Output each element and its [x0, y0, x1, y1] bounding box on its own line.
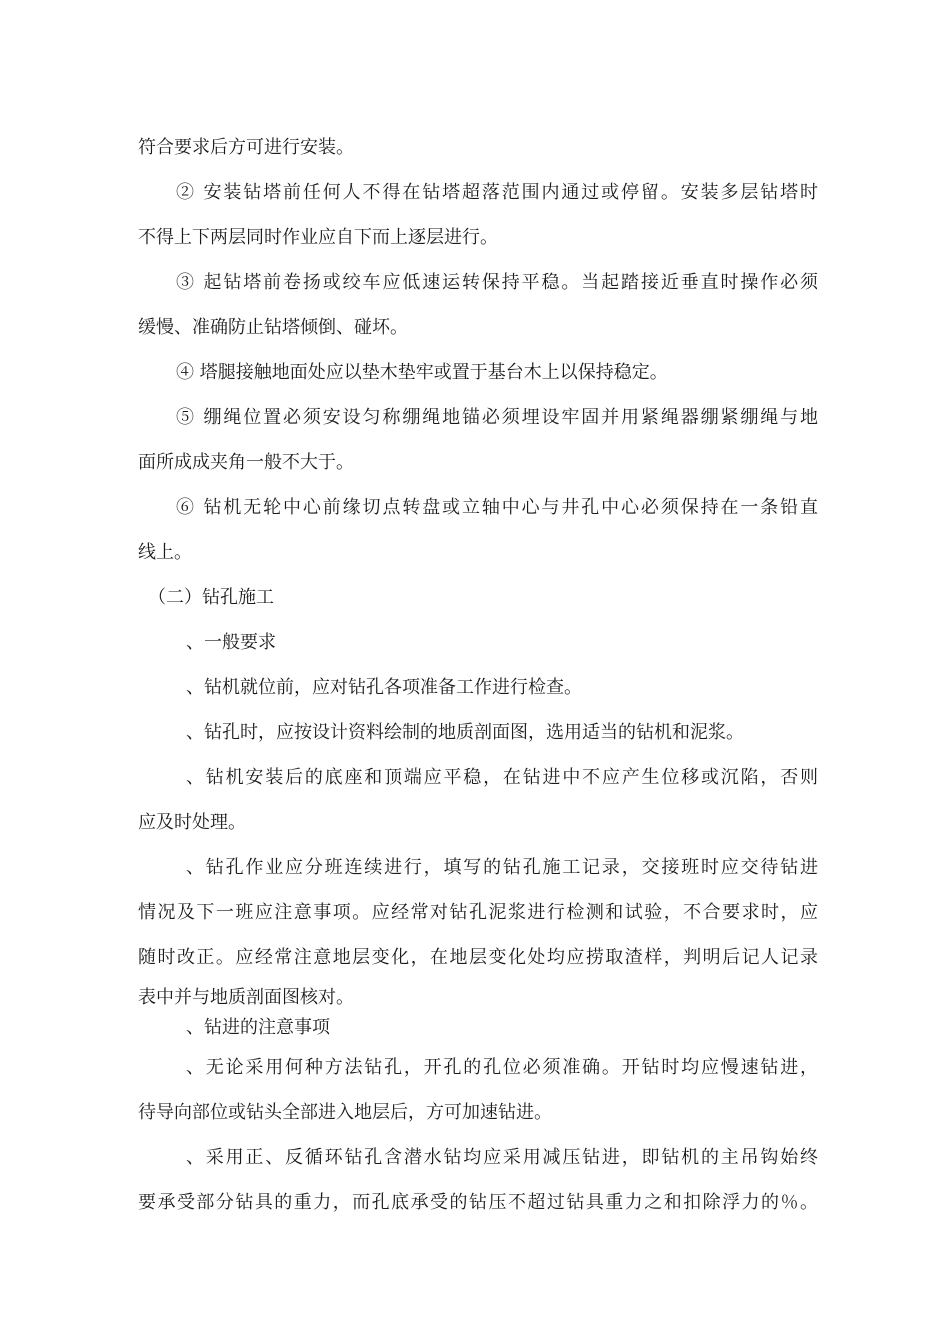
subsection-heading: 、钻进的注意事项	[186, 1017, 330, 1038]
text-line: 、无论采用何种方法钻孔，开孔的孔位必须准确。开钻时均应慢速钻进，	[186, 1057, 818, 1078]
text-line: ⑥ 钻机无轮中心前缘切点转盘或立轴中心与井孔中心必须保持在一条铅直	[176, 497, 818, 518]
text-line: 不得上下两层同时作业应自下而上逐层进行。	[138, 227, 498, 248]
text-line: ② 安装钻塔前任何人不得在钻塔超落范围内通过或停留。安装多层钻塔时	[176, 182, 818, 203]
text-line: 要承受部分钻具的重力，而孔底承受的钻压不超过钻具重力之和扣除浮力的％。	[138, 1192, 818, 1213]
text-line: 、钻孔时，应按设计资料绘制的地质剖面图，选用适当的钻机和泥浆。	[186, 722, 744, 743]
text-line: 缓慢、准确防止钻塔倾倒、碰坏。	[138, 317, 408, 338]
text-line: 情况及下一班应注意事项。应经常对钻孔泥浆进行检测和试验，不合要求时，应	[138, 902, 818, 923]
text-line: ③ 起钻塔前卷扬或绞车应低速运转保持平稳。当起踏接近垂直时操作必须	[176, 272, 818, 293]
text-line: 符合要求后方可进行安装。	[138, 137, 354, 158]
text-line: 、钻机就位前，应对钻孔各项准备工作进行检查。	[186, 677, 582, 698]
subsection-heading: 、一般要求	[186, 632, 276, 653]
text-line: 应及时处理。	[138, 812, 246, 833]
text-line: ④ 塔腿接触地面处应以垫木垫牢或置于基台木上以保持稳定。	[176, 362, 668, 383]
text-line: ⑤ 绷绳位置必须安设匀称绷绳地锚必须埋设牢固并用紧绳器绷紧绷绳与地	[176, 407, 818, 428]
text-line: 、钻机安装后的底座和顶端应平稳，在钻进中不应产生位移或沉陷，否则	[186, 767, 818, 788]
text-line: 随时改正。应经常注意地层变化，在地层变化处均应捞取渣样，判明后记人记录	[138, 947, 818, 968]
text-line: 、钻孔作业应分班连续进行，填写的钻孔施工记录，交接班时应交待钻进	[186, 857, 818, 878]
text-line: 、采用正、反循环钻孔含潜水钻均应采用减压钻进，即钻机的主吊钩始终	[186, 1147, 818, 1168]
text-line: 面所成成夹角一般不大于。	[138, 452, 354, 473]
text-line: 线上。	[138, 542, 192, 563]
text-line: 表中并与地质剖面图核对。	[138, 987, 354, 1008]
section-heading: （二）钻孔施工	[148, 587, 274, 608]
text-line: 待导向部位或钻头全部进入地层后，方可加速钻进。	[138, 1102, 552, 1123]
